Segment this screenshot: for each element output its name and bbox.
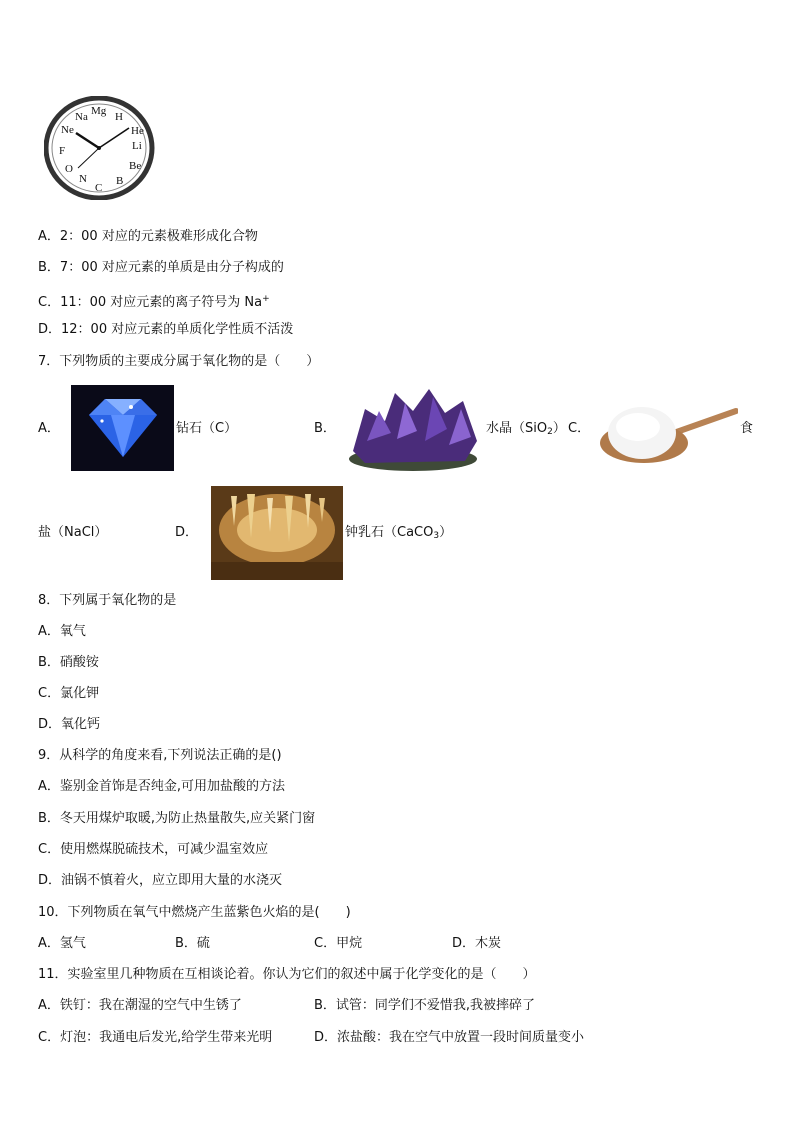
q6-option-c-charge: +	[262, 294, 270, 304]
clock-label-be: Be	[129, 160, 142, 172]
q6-option-b: B．7：00 对应元素的单质是由分子构成的	[38, 260, 284, 275]
q7-option-c-text-2: 盐（NaCl）	[38, 525, 108, 540]
q9-option-d: D．油锅不慎着火，应立即用大量的水浇灭	[38, 873, 283, 888]
clock-label-c: C	[95, 182, 103, 194]
q10-option-a: A．氢气	[38, 936, 86, 951]
q7-option-b-subscript: 2	[547, 427, 553, 437]
q9-option-a: A．鉴别金首饰是否纯金,可用加盐酸的方法	[38, 779, 286, 794]
q7-stem: 7．下列物质的主要成分属于氧化物的是（ ）	[38, 354, 320, 369]
q7-option-b-text-post: ）	[552, 421, 566, 436]
q10-option-d: D．木炭	[452, 936, 502, 951]
clock-label-h: H	[115, 111, 123, 123]
q6-option-c-text: C．11：00 对应元素的离子符号为 Na	[38, 295, 263, 310]
q7-option-a-text: 钻石（C）	[176, 421, 238, 436]
clock-label-o: O	[65, 163, 73, 175]
q7-option-c-text-1: 食	[740, 421, 754, 436]
amethyst-image	[345, 381, 482, 473]
clock-label-ne: Ne	[61, 124, 74, 136]
q7-option-d-letter: D．	[175, 525, 199, 540]
q7-option-d-text-pre: 钟乳石（CaCO	[345, 525, 434, 540]
q10-option-b: B．硫	[175, 936, 210, 951]
clock-label-mg: Mg	[91, 105, 107, 117]
clock-label-li: Li	[132, 140, 142, 152]
q9-stem: 9．从科学的角度来看,下列说法正确的是()	[38, 748, 282, 763]
q7-option-b-text-pre: 水晶（SiO	[486, 421, 548, 436]
q11-stem: 11．实验室里几种物质在互相谈论着。你认为它们的叙述中属于化学变化的是（ ）	[38, 967, 536, 982]
q8-option-b: B．硝酸铵	[38, 655, 99, 670]
clock-label-n: N	[79, 173, 87, 185]
q8-option-c: C．氯化钾	[38, 686, 100, 701]
q8-option-a: A．氧气	[38, 624, 86, 639]
q7-option-c-letter: C．	[568, 421, 591, 436]
clock-label-he: He	[131, 125, 144, 137]
q10-stem: 10．下列物质在氧气中燃烧产生蓝紫色火焰的是( )	[38, 905, 351, 920]
q7-option-b-text	[486, 420, 566, 441]
clock-label-na: Na	[75, 111, 88, 123]
salt-spoon-image	[598, 395, 738, 467]
q8-option-d: D．氧化钙	[38, 717, 101, 732]
q11-option-b: B．试管：同学们不爱惜我,我被摔碎了	[314, 998, 536, 1013]
q6-option-c	[38, 290, 270, 312]
stalactite-cave-image	[211, 486, 343, 580]
q7-option-d-subscript: 3	[433, 531, 440, 541]
element-clock-figure	[44, 96, 156, 200]
q11-option-d: D．浓盐酸：我在空气中放置一段时间质量变小	[314, 1030, 585, 1045]
q11-option-a: A．铁钉：我在潮湿的空气中生锈了	[38, 998, 242, 1013]
diamond-image	[71, 385, 174, 471]
q9-option-c: C．使用燃煤脱硫技术，可减少温室效应	[38, 842, 269, 857]
q7-option-a-letter: A．	[38, 421, 60, 436]
q6-option-a: A．2：00 对应的元素极难形成化合物	[38, 229, 258, 244]
q8-stem: 8．下列属于氧化物的是	[38, 593, 177, 608]
q11-option-c: C．灯泡：我通电后发光,给学生带来光明	[38, 1030, 273, 1045]
q9-option-b: B．冬天用煤炉取暖,为防止热量散失,应关紧门窗	[38, 811, 316, 826]
q6-option-d: D．12：00 对应元素的单质化学性质不活泼	[38, 322, 294, 337]
q7-option-d-text-post: ）	[439, 525, 453, 540]
q10-option-c: C．甲烷	[314, 936, 363, 951]
clock-label-b: B	[116, 175, 124, 187]
q7-option-d-text	[345, 524, 452, 545]
q7-option-b-letter: B．	[314, 421, 336, 436]
clock-label-f: F	[59, 145, 66, 157]
